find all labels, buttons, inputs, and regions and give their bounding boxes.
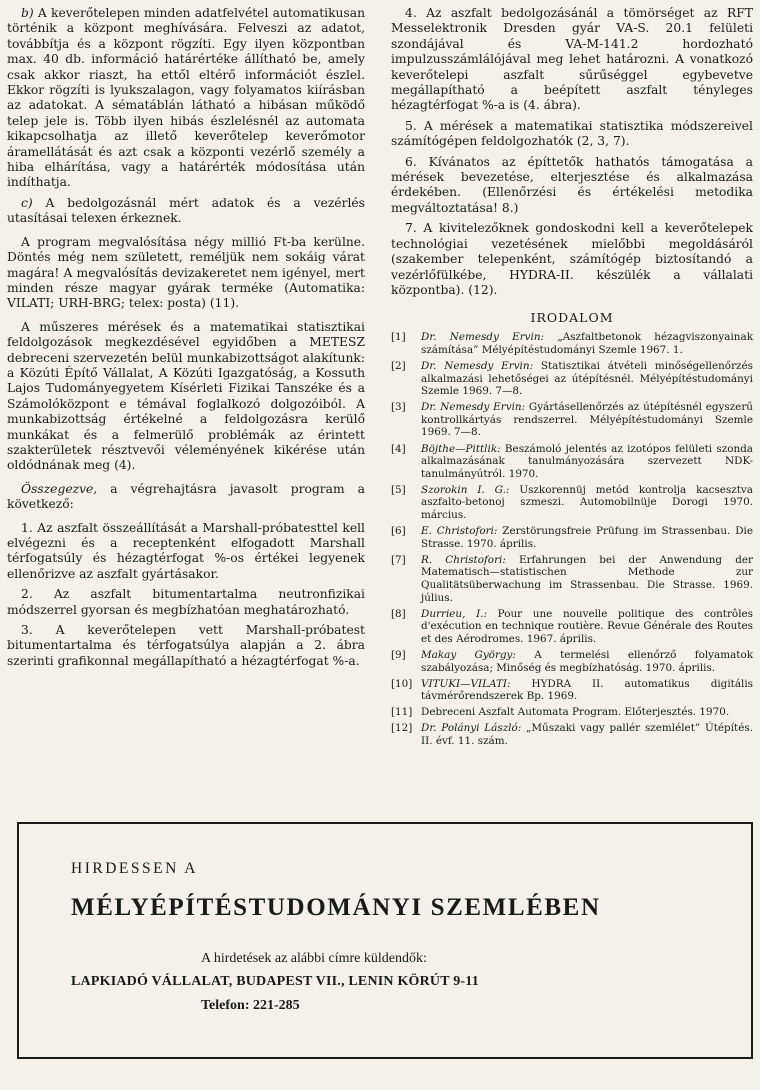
reference-author: Dr. Nemesdy Ervin: <box>421 360 534 372</box>
reference-author: Durrieu, I.: <box>421 607 487 620</box>
reference-rest: „Aszfaltbetonok hézagviszonyainak számítása” Mélyépítéstudományi Szemle 1967. 1. <box>421 331 753 356</box>
reference-list <box>391 331 753 747</box>
reference-text <box>421 554 753 604</box>
reference-text <box>421 443 753 481</box>
reference-number: [2] <box>391 360 406 372</box>
paragraph-lead: c) <box>21 195 33 210</box>
reference-rest: Debreceni Aszfalt Automata Program. Előterjesztés. 1970. <box>421 706 730 719</box>
reference-text <box>421 360 753 398</box>
paragraph-lead: Összegezve, <box>21 481 98 496</box>
paragraph <box>7 6 365 191</box>
ad-phone: Telefon: 221-285 <box>201 998 300 1013</box>
reference-text <box>421 722 753 747</box>
reference-author: Dr. Nemesdy Ervin: <box>421 331 545 344</box>
reference-number: [5] <box>391 483 406 496</box>
paragraph-text: A program megvalósítása négy millió Ft-ba kerülne. Döntés még nem született, reméljük nem sokáig várat magára! A megvalósítás devizakeretet nem igényel, mert minden része magyar gyárak terméke (Automatika: VILATI; URH-BRG; telex: posta) (11). <box>7 234 365 311</box>
reference-number: [6] <box>391 525 406 538</box>
reference-rest: Erfahrungen bei der Anwendung der Matematisch—statistischen Methode zur Qualitätsüberwachung im Strassenbau. Die Strasse. 1969. július. <box>421 553 753 604</box>
reference-number: [7] <box>391 553 406 566</box>
paragraph-text: 2. Az aszfalt bitumentartalma neutronfizikai módszerrel gyorsan és megbízhatóan meghatározható. <box>7 587 365 617</box>
advertisement-box <box>17 822 753 1059</box>
reference-item <box>391 722 753 747</box>
paragraph <box>7 587 365 618</box>
reference-item <box>391 649 753 674</box>
reference-rest: Beszámoló jelentés az izotópos felületi szonda alkalmazásának tanulmányozására szervezett NDK-tanulmányútról. 1970. <box>421 442 753 480</box>
reference-item <box>391 525 753 550</box>
reference-text <box>421 678 753 703</box>
reference-item <box>391 706 753 719</box>
paragraph <box>7 482 365 513</box>
reference-item <box>391 331 753 356</box>
reference-item <box>391 484 753 522</box>
reference-rest: „Műszaki vagy pallér szemlélet” Útépítés. II. évf. 11. szám. <box>421 722 753 748</box>
reference-item <box>391 360 753 398</box>
reference-number: [12] <box>391 722 413 735</box>
ad-headline: HIRDESSEN A <box>71 860 198 877</box>
reference-number: [10] <box>391 677 413 690</box>
paragraph <box>7 196 365 227</box>
reference-rest: Statisztikai átvételi minőségellenőrzés alkalmazási lehetőségei az útépítésnél. Mélyépítéstudományi Szemle 1969. 7—8. <box>421 360 753 398</box>
reference-item <box>391 554 753 604</box>
paragraph <box>7 623 365 669</box>
reference-item <box>391 678 753 703</box>
reference-item <box>391 608 753 646</box>
reference-text <box>421 706 753 719</box>
paragraph <box>7 521 365 583</box>
reference-item <box>391 401 753 439</box>
reference-number: [4] <box>391 442 406 455</box>
reference-author: Dr. Nemesdy Ervin: <box>421 401 526 414</box>
reference-number: [11] <box>391 706 413 719</box>
reference-author: Dr. Polányi László: <box>421 722 522 735</box>
paragraph-text: 1. Az aszfalt összeállítását a Marshall-próbatesttel kell elvégezni és a receptenként elfogadott Marshall térfogatsúly és hézagtérfogat %-os értékei legyenek ellenőrizve az aszfalt gyártásakor. <box>7 520 365 581</box>
reference-text <box>421 331 753 356</box>
bibliography-title: IRODALOM <box>530 310 614 326</box>
reference-item <box>391 443 753 481</box>
paragraph: 5. A mérések a matematikai statisztika módszereivel számítógépen feldolgozhatók (2, 3, 7). <box>391 118 753 149</box>
reference-number: [1] <box>391 331 406 344</box>
paragraph-text: a végrehajtásra javasolt program a következő: <box>7 481 365 512</box>
ad-instructions: A hirdetések az alábbi címre küldendők: <box>201 951 427 966</box>
reference-number: [3] <box>391 401 406 414</box>
paragraph-lead: b) <box>21 6 34 20</box>
paragraph-text: 3. A keverőtelepen vett Marshall-próbatest bitumentartalma és térfogatsúlya alapján a 2. ábra szerinti grafikonnal megállapítható a hézagtérfogat %-a. <box>7 623 365 668</box>
paragraph-text: A műszeres mérések és a matematikai statisztikai feldolgozások megkezdésével egyidőben a METESZ debreceni szervezetén belül munkabizottságot alakítunk: a Közúti Építő Vállalat, A Közúti Igazgatóság, a Kossuth Lajos Tudományegyetem Kísérleti Fizikai Tanszéke és a Számolóközpont e témával foglalkozó dolgozóiból. A munkabizottság értékelné a feldolgozásra kerülő munkákat és a felmerülő problémák az érintett szakterületek résztvevői véleményének kikérése után oldódnának meg (4). <box>7 319 365 473</box>
reference-rest: Uszkorennüj metód kontrolja kacsesztva aszfalto-betonoj szmeszi. Automobilnüje Dorogi 1970. március. <box>421 483 753 522</box>
paragraph <box>7 235 365 312</box>
reference-author: E. Christofori: <box>421 525 498 538</box>
paragraph-text: A bedolgozásnál mért adatok és a vezérlés utasításai telexen érkeznek. <box>7 195 365 226</box>
paragraph <box>7 320 365 474</box>
reference-rest: Pour une nouvelle politique des contrôles d'exécution en technique routière. Revue Générale des Routes et des Aérodromes. 1967. április. <box>421 607 753 645</box>
reference-number: [8] <box>391 607 406 620</box>
right-column <box>391 6 753 751</box>
reference-text <box>421 608 753 646</box>
reference-author: Makay György: <box>421 648 516 661</box>
reference-number: [9] <box>391 648 406 661</box>
reference-author: R. Christofori: <box>421 553 506 566</box>
reference-author: Böjthe—Pittlik: <box>421 442 501 455</box>
paragraph-text: A keverőtelepen minden adatfelvétel automatikusan történik a központ meghívására. Felveszi az adatot, továbbítja és a központ rögzíti. Egy ilyen központban max. 40 db. információ határértéke állítható be, amely csak akkor riaszt, ha ettől eltérő információt észlel. Ekkor rögzíti is lyukszalagon, vagy folyamatos kiírásban az adatokat. A sématáblán látható a hibásan működő telep jele is. Több ilyen hibás észlelésnél az automata kikapcsolhatja az illető keverőtelep keverőmotor áramellátását és azt csak a központi vezérlő személy a hiba elhárítása, vagy a határérték módosítása után indíthatja. <box>7 6 365 190</box>
reference-rest: Gyártásellenőrzés az útépítésnél egyszerű kontrollkártyás rendszerrel. Mélyépítéstudományi Szemle 1969. 7—8. <box>421 401 753 439</box>
reference-text <box>421 525 753 550</box>
paragraph: 7. A kivitelezőknek gondoskodni kell a keverőtelepek technológiai vezetésének mielőbbi megoldásáról (szakember telepenként, számítógép biztosítandó a vezérlőfülkébe, HYDRA-II. készülék a vállalati központba). (12). <box>391 221 753 297</box>
reference-author: Szorokin I. G.: <box>421 483 510 496</box>
ad-title: MÉLYÉPÍTÉSTUDOMÁNYI SZEMLÉBEN <box>71 894 601 921</box>
reference-rest: HYDRA II. automatikus digitális távmérőrendszerek Bp. 1969. <box>421 677 753 703</box>
reference-text <box>421 401 753 439</box>
paragraph: 4. Az aszfalt bedolgozásánál a tömörséget az RFT Messelektronik Dresden gyár VA-S. 20.1 felületi szondájával és VA-M-141.2 hordozható impulzusszámlálójával meg lehet határozni. A vonatkozó keverőtelepi aszfalt sűrűséggel egybevetve megállapítható a beépített aszfalt tényleges hézagtérfogat %-a is (4. ábra). <box>391 6 753 113</box>
reference-author: VITUKI—VILATI: <box>421 677 511 690</box>
reference-rest: A termelési ellenőrző folyamatok szabályozása; Minőség és megbízhatóság. 1970. április. <box>421 648 753 674</box>
reference-rest: Zerstörungsfreie Prüfung im Strassenbau. Die Strasse. 1970. április. <box>421 525 754 550</box>
left-column <box>7 6 365 674</box>
ad-address: LAPKIADÓ VÁLLALAT, BUDAPEST VII., LENIN KÖRÚT 9-11 <box>71 974 479 989</box>
reference-text <box>421 484 753 522</box>
paragraph: 6. Kívánatos az építtetők hathatós támogatása a mérések bevezetése, elterjesztése és alkalmazása érdekében. (Ellenőrzési és értékelési metodika megváltoztatása! 8.) <box>391 154 753 215</box>
reference-text <box>421 649 753 674</box>
